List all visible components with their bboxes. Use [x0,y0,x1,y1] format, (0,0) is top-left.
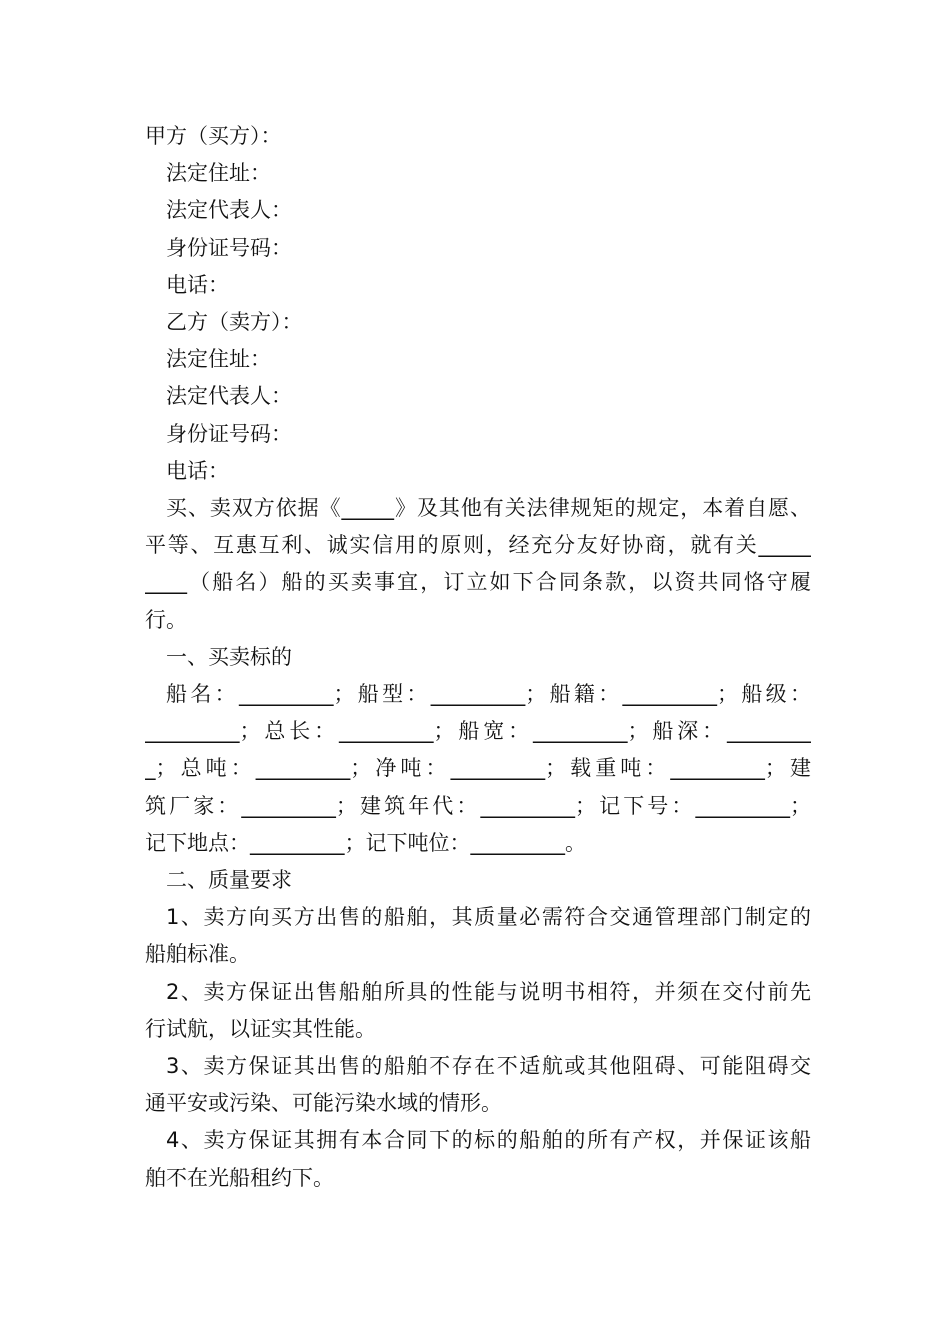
party-b-heading: 乙方（卖方）： [166,310,303,335]
subject-line: _；总吨：_________；净吨：_________；载重吨：_________；建 [145,756,811,781]
quality-item-line: 1、卖方向买方出售的船舶，其质量必需符合交通管理部门制定的 [166,905,811,930]
quality-item-line: 舶不在光船租约下。 [145,1165,334,1190]
party-b-phone: 电话： [166,458,229,483]
section-1-title: 一、买卖标的 [166,644,292,669]
party-b-representative: 法定代表人： [166,384,292,409]
subject-line: 记下地点：_________；记下吨位：_________。 [145,830,586,855]
section-1-body [145,676,811,862]
quality-item-line: 2、卖方保证出售船舶所具的性能与说明书相符，并须在交付前先 [166,979,811,1004]
party-a-representative: 法定代表人： [166,198,292,223]
quality-item-line: 船舶标准。 [145,942,250,967]
preamble-line: 平等、互惠互利、诚实信用的原则，经充分友好协商，就有关_____ [145,533,811,558]
party-b-address: 法定住址： [166,347,271,372]
quality-item-line: 4、卖方保证其拥有本合同下的标的船舶的所有产权，并保证该船 [166,1128,811,1153]
quality-item-line: 行试航，以证实其性能。 [145,1016,376,1041]
party-a-address: 法定住址： [166,161,271,186]
preamble-paragraph [145,490,811,639]
subject-line: 筑厂家：_________；建筑年代：_________；记下号：_________； [145,793,811,818]
preamble-line: 买、卖双方依据《_____》及其他有关法律规矩的规定，本着自愿、 [166,496,811,521]
quality-item-line: 通平安或污染、可能污染水域的情形。 [145,1091,502,1116]
contract-page [145,118,811,1197]
party-b-id-number: 身份证号码： [166,421,292,446]
section-2-title: 二、质量要求 [166,868,292,893]
party-a-phone: 电话： [166,272,229,297]
subject-line: 船名：_________；船型：_________；船籍：_________；船级： [166,682,811,707]
section-2-items [145,899,811,1197]
preamble-line: 行。 [145,607,187,632]
preamble-line: ____（船名）船的买卖事宜，订立如下合同条款，以资共同恪守履 [145,570,811,595]
subject-line: _________；总长：_________；船宽：_________；船深：________ [145,719,811,744]
party-a-id-number: 身份证号码： [166,235,292,260]
party-a-heading: 甲方（买方）： [145,124,282,148]
quality-item-line: 3、卖方保证其出售的船舶不存在不适航或其他阻碍、可能阻碍交 [166,1054,811,1079]
